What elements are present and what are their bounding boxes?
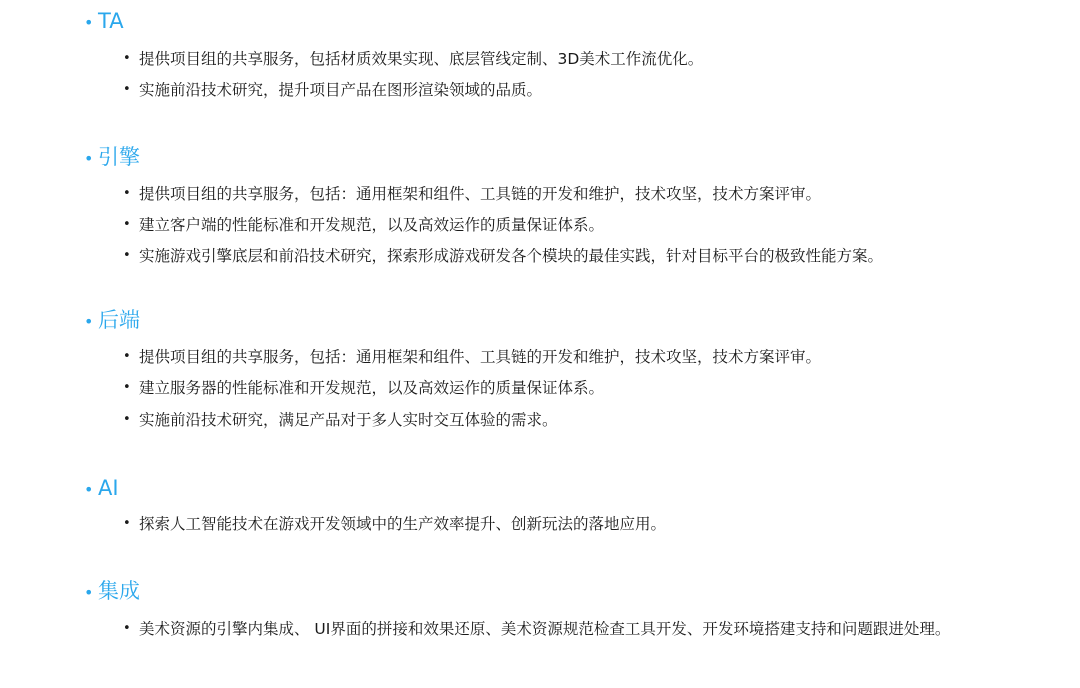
list-item	[123, 74, 1003, 106]
bullet-icon: •	[123, 217, 131, 232]
bullet-icon: •	[123, 412, 131, 427]
section-title-engine	[84, 143, 140, 171]
section-title-label: TA	[98, 9, 124, 33]
list-item-text: 美术资源的引擎内集成、 UI界面的拼接和效果还原、美术资源规范检查工具开发、开发环境搭建支持和问题跟进处理。	[139, 620, 951, 638]
bullet-icon: •	[123, 621, 131, 636]
bullet-icon: •	[123, 349, 131, 364]
list-item	[123, 372, 1003, 404]
section-title-label: 后端	[98, 308, 140, 332]
section-title-backend	[84, 306, 140, 334]
section-title-ta	[84, 7, 124, 35]
section-title-label: 集成	[98, 579, 140, 603]
bullet-icon: •	[123, 82, 131, 97]
bullet-icon: •	[84, 312, 94, 331]
section-title-label: AI	[98, 476, 119, 500]
list-item-text: 建立客户端的性能标准和开发规范，以及高效运作的质量保证体系。	[139, 216, 605, 234]
list-item-text: 建立服务器的性能标准和开发规范，以及高效运作的质量保证体系。	[139, 379, 605, 397]
list-item	[123, 178, 1003, 210]
list-item-text: 实施游戏引擎底层和前沿技术研究，探索形成游戏研发各个模块的最佳实践，针对目标平台的极致性能方案。	[139, 247, 884, 265]
bullet-icon: •	[84, 480, 94, 499]
list-item-text: 实施前沿技术研究，满足产品对于多人实时交互体验的需求。	[139, 411, 558, 429]
list-item-text: 提供项目组的共享服务，包括：通用框架和组件、工具链的开发和维护，技术攻坚，技术方案评审。	[139, 185, 822, 203]
list-item	[123, 209, 1003, 241]
list-item-text: 实施前沿技术研究，提升项目产品在图形渲染领域的品质。	[139, 81, 543, 99]
section-title-label: 引擎	[98, 145, 140, 169]
list-item-text: 探索人工智能技术在游戏开发领域中的生产效率提升、创新玩法的落地应用。	[139, 515, 667, 533]
list-item-text: 提供项目组的共享服务，包括：通用框架和组件、工具链的开发和维护，技术攻坚，技术方案评审。	[139, 348, 822, 366]
list-item	[123, 613, 1003, 645]
bullet-icon: •	[123, 186, 131, 201]
bullet-icon: •	[123, 51, 131, 66]
list-item	[123, 240, 1003, 272]
list-item	[123, 341, 1003, 373]
bullet-icon: •	[84, 583, 94, 602]
list-item-text: 提供项目组的共享服务，包括材质效果实现、底层管线定制、3D美术工作流优化。	[139, 50, 704, 68]
section-title-integration	[84, 577, 140, 605]
bullet-icon: •	[84, 149, 94, 168]
list-item	[123, 404, 1003, 436]
list-item	[123, 43, 1003, 75]
section-title-ai	[84, 474, 119, 502]
list-item	[123, 508, 1003, 540]
bullet-icon: •	[84, 13, 94, 32]
bullet-icon: •	[123, 248, 131, 263]
bullet-icon: •	[123, 516, 131, 531]
bullet-icon: •	[123, 380, 131, 395]
